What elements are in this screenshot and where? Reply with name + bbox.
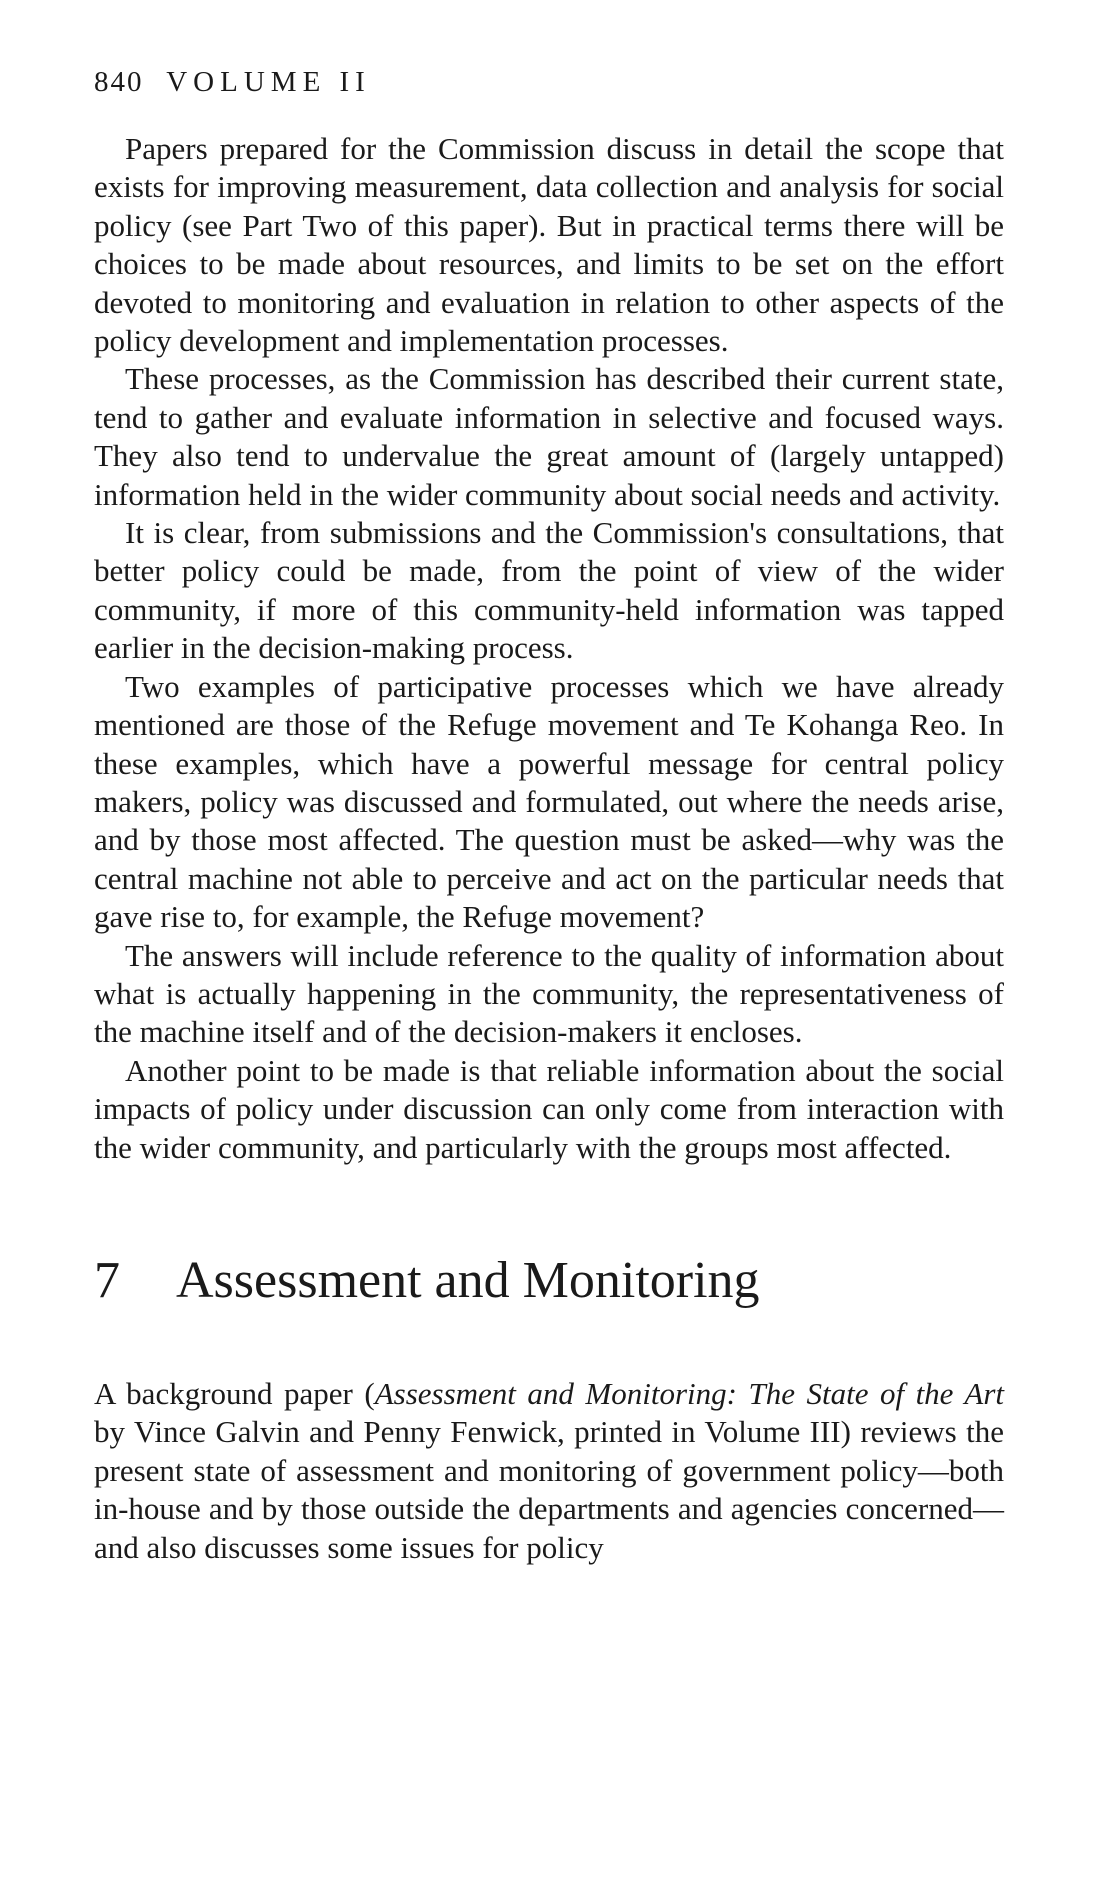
section-heading [94, 1251, 1004, 1311]
paragraph-5: The answers will include reference to the quality of information about what is actually happening in the community, the representativeness of the machine itself and of the decision-makers it encloses. [94, 937, 1004, 1050]
running-head [94, 62, 1004, 102]
paragraph-2: These processes, as the Commission has described their current state, tend to gather and evaluate information in selective and focused ways. They also tend to undervalue the great amount of (largely untapped) information held in the wider community about social needs and activity. [94, 361, 1004, 512]
body-text [94, 130, 1004, 1167]
section-title: Assessment and Monitoring [176, 1251, 760, 1309]
section-body [94, 1375, 1004, 1567]
section-paragraph-tail: by Vince Galvin and Penny Fenwick, printed in Volume III) reviews the present state of assessment and monitoring of government policy—both in-house and by those outside the departments and agencies concerned—and also discusses some issues for policy [94, 1414, 1004, 1565]
paragraph-3: It is clear, from submissions and the Commission's consultations, that better policy could be made, from the point of view of the wider community, if more of this community-held information was tapped earlier in the decision-making process. [94, 515, 1004, 666]
paragraph-6: Another point to be made is that reliable information about the social impacts of policy under discussion can only come from interaction with the wider community, and particularly with the groups most affected. [94, 1052, 1004, 1165]
paragraph-4: Two examples of participative processes which we have already mentioned are those of the Refuge movement and Te Kohanga Reo. In these examples, which have a powerful message for central policy makers, policy was discussed and formulated, out where the needs arise, and by those most affected. The question must be asked—why was the central machine not able to perceive and act on the particular needs that gave rise to, for example, the Refuge movement? [94, 668, 1004, 935]
paragraph-1: Papers prepared for the Commission discuss in detail the scope that exists for improving measurement, data collection and analysis for social policy (see Part Two of this paper). But in practical terms there will be choices to be made about resources, and limits to be set on the effort devoted to monitoring and evaluation in relation to other aspects of the policy development and implementation processes. [94, 131, 1004, 359]
section-number: 7 [94, 1251, 120, 1309]
document-page [94, 62, 1004, 1567]
page-number: 840 [94, 66, 144, 98]
section-paragraph-lead: A background paper ( [94, 1375, 375, 1411]
section-paragraph [94, 1375, 1004, 1567]
volume-label: VOLUME II [166, 66, 371, 98]
cited-paper-title: Assessment and Monitoring: The State of the Art [374, 1375, 1004, 1411]
